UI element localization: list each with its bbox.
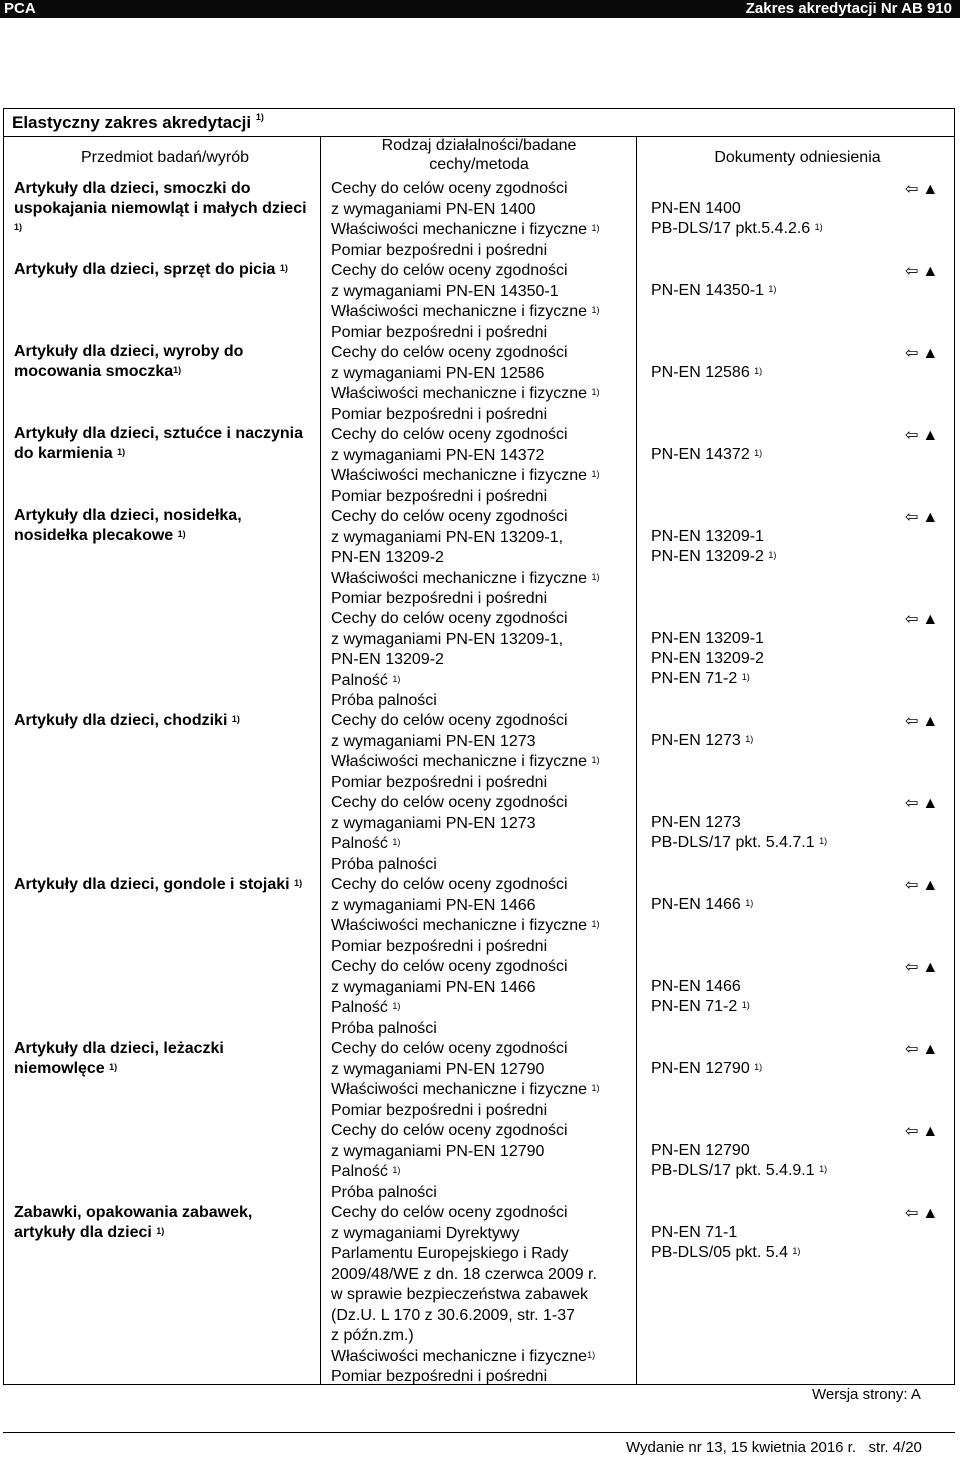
reference-doc-line: PN-EN 1273 $^{1)}$ <box>651 732 754 749</box>
flexible-scope-marker-icon: ⇦▲ <box>905 263 943 280</box>
flexible-scope-marker-icon: ⇦▲ <box>905 877 943 894</box>
flexible-scope-marker-icon: ⇦▲ <box>905 427 943 444</box>
reference-doc-line: PN-EN 1273 <box>651 814 741 831</box>
method-line: Cechy do celów oceny zgodności <box>331 344 568 361</box>
page-footer <box>626 1439 922 1456</box>
method-line: Cechy do celów oceny zgodności <box>331 610 568 627</box>
method-cell <box>331 507 641 610</box>
method-line: Cechy do celów oceny zgodności <box>331 180 568 197</box>
reference-doc-line: PB-DLS/05 pkt. 5.4 $^{1)}$ <box>651 1244 801 1261</box>
method-line: z wymaganiami PN-EN 12586 <box>331 364 545 382</box>
method-cell <box>331 957 641 1039</box>
method-line: z wymaganiami PN-EN 14372 <box>331 446 545 464</box>
subject-cell: Artykuły dla dzieci, chodziki $^{1)}$ <box>14 712 240 729</box>
method-line: z wymaganiami PN-EN 1273 <box>331 814 536 832</box>
method-line: Właściwości mechaniczne i fizyczne $^{1)}$ <box>331 467 600 484</box>
header-document-title: Zakres akredytacji Nr AB 910 <box>745 0 952 17</box>
method-line: Pomiar bezpośredni i pośredni <box>331 937 548 955</box>
reference-doc-cell <box>651 895 851 915</box>
method-line: Cechy do celów oceny zgodności <box>331 958 568 975</box>
method-line: Cechy do celów oceny zgodności <box>331 876 568 893</box>
page-header-bar <box>0 0 960 18</box>
footer-edition: Wydanie nr 13, 15 kwietnia 2016 r. <box>626 1439 857 1456</box>
subject-cell: Artykuły dla dzieci, sztućce i naczynia do karmienia $^{1)}$ <box>14 425 303 462</box>
reference-doc-line: PN-EN 71-2 $^{1)}$ <box>651 998 750 1015</box>
method-line: PN-EN 13209-2 <box>331 651 444 668</box>
method-line: Właściwości mechaniczne i fizyczne $^{1)}$ <box>331 221 600 238</box>
reference-doc-line: PN-EN 13209-2 $^{1)}$ <box>651 548 777 565</box>
method-cell <box>331 609 641 712</box>
method-line: Próba palności <box>331 855 437 873</box>
reference-doc-line: PN-EN 12790 <box>651 1142 750 1159</box>
method-line: z wymaganiami PN-EN 13209-1, <box>331 630 564 648</box>
method-cell <box>331 343 641 425</box>
reference-doc-line: PN-EN 13209-2 <box>651 650 764 667</box>
reference-doc-line: PN-EN 1466 <box>651 978 741 995</box>
reference-doc-line: PN-EN 1400 <box>651 200 741 217</box>
reference-doc-line: PN-EN 12586 $^{1)}$ <box>651 364 763 381</box>
reference-doc-cell <box>651 199 851 239</box>
method-line: z wymaganiami PN-EN 1466 <box>331 896 536 914</box>
method-line: Cechy do celów oceny zgodności <box>331 1204 568 1221</box>
method-line: Pomiar bezpośredni i pośredni <box>331 1101 548 1119</box>
reference-doc-cell <box>651 363 851 383</box>
reference-doc-line: PN-EN 12790 $^{1)}$ <box>651 1060 763 1077</box>
method-line: Próba palności <box>331 1019 437 1037</box>
flexible-scope-marker-icon: ⇦▲ <box>905 345 943 362</box>
column-divider-1 <box>320 136 321 1385</box>
flexible-scope-marker-icon: ⇦▲ <box>905 795 943 812</box>
method-cell <box>331 1039 641 1121</box>
method-line: Cechy do celów oceny zgodności <box>331 1122 568 1139</box>
method-cell <box>331 179 641 261</box>
flexible-scope-marker-icon: ⇦▲ <box>905 1123 943 1140</box>
page-version: Wersja strony: A <box>812 1386 921 1403</box>
reference-doc-line: PN-EN 14350-1 $^{1)}$ <box>651 282 777 299</box>
method-line: Palność $^{1)}$ <box>331 1163 401 1180</box>
flexible-scope-marker-icon: ⇦▲ <box>905 1205 943 1222</box>
subject-cell: Artykuły dla dzieci, leżaczki niemowlęce $^{1)}$ <box>14 1040 224 1077</box>
reference-doc-cell <box>651 977 851 1017</box>
reference-doc-line: PN-EN 13209-1 <box>651 528 764 545</box>
method-cell <box>331 875 641 957</box>
method-line: Pomiar bezpośredni i pośredni <box>331 323 548 341</box>
method-cell <box>331 793 641 875</box>
method-line: Cechy do celów oceny zgodności <box>331 508 568 525</box>
flexible-scope-marker-icon: ⇦▲ <box>905 509 943 526</box>
col-header-subject: Przedmiot badań/wyrób <box>80 149 250 166</box>
subject-cell: Artykuły dla dzieci, smoczki do uspokajania niemowląt i małych dzieci $^{1)}$ <box>14 180 307 232</box>
method-line: Cechy do celów oceny zgodności <box>331 794 568 811</box>
reference-doc-cell <box>651 445 851 465</box>
footer-page-number: str. 4/20 <box>868 1439 922 1456</box>
method-line: Właściwości mechaniczne i fizyczne $^{1)}$ <box>331 569 600 587</box>
method-line: z wymaganiami PN-EN 12790 <box>331 1060 545 1078</box>
subject-cell: Artykuły dla dzieci, wyroby do mocowania smoczka$^{1)}$ <box>14 343 244 380</box>
flexible-scope-marker-icon: ⇦▲ <box>905 713 943 730</box>
reference-doc-line: PB-DLS/17 pkt. 5.4.7.1 $^{1)}$ <box>651 834 828 851</box>
method-line: Właściwości mechaniczne i fizyczne $^{1)}$ <box>331 1081 600 1098</box>
method-line: Pomiar bezpośredni i pośredni <box>331 773 548 791</box>
method-line: Pomiar bezpośredni i pośredni <box>331 405 548 423</box>
reference-doc-line: PN-EN 71-1 <box>651 1224 738 1241</box>
method-cell <box>331 261 641 343</box>
reference-doc-line: PN-EN 71-2 $^{1)}$ <box>651 670 750 687</box>
method-line: Próba palności <box>331 1183 437 1201</box>
reference-doc-cell <box>651 281 851 301</box>
flexible-scope-marker-icon: ⇦▲ <box>905 611 943 628</box>
method-line: Parlamentu Europejskiego i Rady <box>331 1245 569 1262</box>
reference-doc-line: PN-EN 13209-1 <box>651 630 764 647</box>
method-line: Cechy do celów oceny zgodności <box>331 262 568 279</box>
method-line: Próba palności <box>331 692 437 709</box>
method-line: Pomiar bezpośredni i pośredni <box>331 1368 548 1385</box>
method-line: Pomiar bezpośredni i pośredni <box>331 487 548 505</box>
header-org: PCA <box>4 0 36 17</box>
method-line: Pomiar bezpośredni i pośredni <box>331 590 548 607</box>
reference-doc-cell <box>651 731 851 751</box>
method-line: Pomiar bezpośredni i pośredni <box>331 241 548 259</box>
subject-cell: Artykuły dla dzieci, nosidełka, nosidełka plecakowe $^{1)}$ <box>14 507 242 544</box>
method-cell <box>331 1121 641 1203</box>
method-line: z wymaganiami PN-EN 14350-1 <box>331 282 559 300</box>
method-line: PN-EN 13209-2 <box>331 549 444 566</box>
method-cell <box>331 711 641 793</box>
method-line: Właściwości mechaniczne i fizyczne $^{1)}$ <box>331 753 600 770</box>
method-line: z wymaganiami PN-EN 13209-1, <box>331 528 564 546</box>
reference-doc-line: PN-EN 14372 $^{1)}$ <box>651 446 763 463</box>
method-line: Palność $^{1)}$ <box>331 999 401 1016</box>
method-line: Właściwości mechaniczne i fizyczne $^{1)}$ <box>331 303 600 320</box>
reference-doc-line: PN-EN 1466 $^{1)}$ <box>651 896 754 913</box>
method-line: z wymaganiami PN-EN 12790 <box>331 1142 545 1160</box>
method-line: z wymaganiami PN-EN 1400 <box>331 200 536 218</box>
reference-doc-line: PB-DLS/17 pkt. 5.4.9.1 $^{1)}$ <box>651 1162 828 1179</box>
method-line: z wymaganiami PN-EN 1273 <box>331 732 536 750</box>
method-line: z wymaganiami Dyrektywy <box>331 1224 520 1242</box>
flexible-scope-marker-icon: ⇦▲ <box>905 181 943 198</box>
method-line: Właściwości mechaniczne i fizyczne $^{1)}$ <box>331 917 600 934</box>
method-line: 2009/48/WE z dn. 18 czerwca 2009 r. <box>331 1265 597 1283</box>
method-line: Cechy do celów oceny zgodności <box>331 712 568 729</box>
method-line: Cechy do celów oceny zgodności <box>331 1040 568 1057</box>
reference-doc-cell <box>651 629 851 689</box>
method-line: z późn.zm.) <box>331 1327 414 1344</box>
method-line: Palność $^{1)}$ <box>331 671 401 689</box>
flexible-scope-marker-icon: ⇦▲ <box>905 959 943 976</box>
method-cell <box>331 425 641 507</box>
method-line: Właściwości mechaniczne i fizyczne $^{1)}$ <box>331 385 600 402</box>
method-line: z wymaganiami PN-EN 1466 <box>331 978 536 996</box>
method-line: w sprawie bezpieczeństwa zabawek <box>331 1286 589 1303</box>
subject-cell: Zabawki, opakowania zabawek, artykuły dla dzieci $^{1)}$ <box>14 1204 253 1241</box>
reference-doc-line: PB-DLS/17 pkt.5.4.2.6 $^{1)}$ <box>651 220 823 237</box>
reference-doc-cell <box>651 1141 851 1181</box>
flexible-scope-marker-icon: ⇦▲ <box>905 1041 943 1058</box>
method-line: Właściwości mechaniczne i fizyczne$^{1)}$ <box>331 1347 596 1365</box>
col-header-method: Rodzaj działalności/badane cechy/metoda <box>381 137 577 173</box>
subject-cell: Artykuły dla dzieci, gondole i stojaki $^{1)}$ <box>14 876 303 893</box>
method-line: Palność $^{1)}$ <box>331 835 401 852</box>
reference-doc-cell <box>651 527 851 567</box>
reference-doc-cell <box>651 1059 851 1079</box>
footer-divider <box>3 1432 955 1433</box>
method-line: (Dz.U. L 170 z 30.6.2009, str. 1-37 <box>331 1306 575 1324</box>
subject-cell: Artykuły dla dzieci, sprzęt do picia $^{1)}$ <box>14 261 288 278</box>
table-title: Elastyczny zakres akredytacji $^{1)}$ <box>12 112 264 132</box>
col-header-docs: Dokumenty odniesienia <box>714 149 881 166</box>
reference-doc-cell <box>651 813 851 853</box>
method-cell <box>331 1203 641 1388</box>
reference-doc-cell <box>651 1223 851 1263</box>
method-line: Cechy do celów oceny zgodności <box>331 426 568 443</box>
